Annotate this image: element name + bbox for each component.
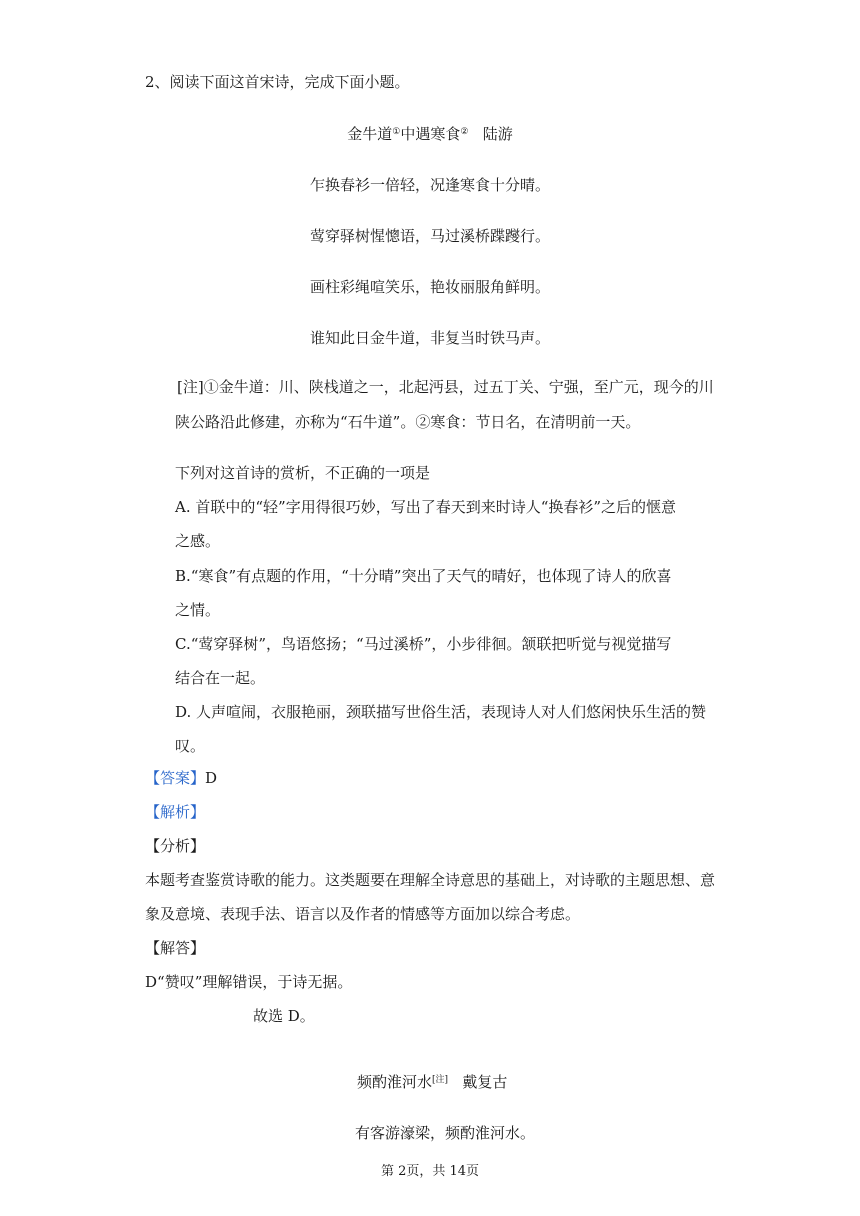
jieda-label: 【解答】: [145, 939, 206, 957]
option-b-line1: B.“寒食”有点题的作用，“十分晴”突出了天气的晴好，也体现了诗人的欣喜: [175, 567, 672, 585]
poem-line: 莺穿驿树惺憁语，马过溪桥蹀躞行。: [309, 227, 550, 245]
option-a-line1: A. 首联中的“轻”字用得很巧妙，写出了春天到来时诗人“换春衫”之后的惬意: [175, 498, 677, 516]
poem-title-part1: 金牛道: [347, 125, 393, 143]
poem-author: 陆游: [482, 125, 513, 143]
poem2-footnote-marker: [注]: [432, 1075, 449, 1085]
option-a-line2: 之感。: [175, 532, 221, 550]
poem-note-line2: 陕公路沿此修建，亦称为“石牛道”。②寒食：节日名，在清明前一天。: [175, 413, 641, 431]
question-prompt: 下列对这首诗的赏析，不正确的一项是: [175, 464, 431, 482]
footnote-marker-2: ②: [460, 127, 469, 137]
jieda-text: D“赞叹”理解错误，于诗无据。: [145, 973, 353, 991]
option-d-line1: D. 人声喧闹，衣服艳丽，颈联描写世俗生活，表现诗人对人们悠闲快乐生活的赞: [175, 703, 707, 721]
option-d-line2: 叹。: [175, 737, 206, 755]
question-intro: 2、阅读下面这首宋诗，完成下面小题。: [145, 73, 410, 91]
answer-value: D: [205, 769, 218, 787]
poem2-author: 戴复古: [462, 1073, 508, 1091]
poem-title: [0, 124, 860, 144]
page-footer: 第 2页，共 14页: [380, 1164, 480, 1179]
analysis-label: 【解析】: [145, 803, 206, 821]
fenxi-line2: 象及意境、表现手法、语言以及作者的情感等方面加以综合考虑。: [145, 905, 581, 923]
poem2-title: [357, 1072, 507, 1092]
option-b-line2: 之情。: [175, 601, 221, 619]
footnote-marker-1: ①: [392, 127, 401, 137]
fenxi-line1: 本题考查鉴赏诗歌的能力。这类题要在理解全诗意思的基础上，对诗歌的主题思想、意: [145, 871, 716, 889]
poem-note-line1: [注]①金牛道：川、陕栈道之一，北起沔县，过五丁关、宁强，至广元，现今的川: [177, 378, 714, 396]
answer-label: 【答案】: [145, 769, 206, 787]
poem2-line: 有客游濠梁，频酌淮河水。: [355, 1124, 536, 1142]
poem-line: 画柱彩绳喧笑乐，艳妆丽服角鲜明。: [309, 278, 550, 296]
poem-line: 谁知此日金牛道，非复当时铁马声。: [309, 329, 550, 347]
fenxi-label: 【分析】: [145, 837, 206, 855]
poem-line: 乍换春衫一倍轻，况逢寒食十分晴。: [309, 176, 550, 194]
conclusion: 故选 D。: [253, 1007, 315, 1025]
poem-title-part2: 中遇寒食: [400, 125, 461, 143]
poem2-title-text: 频酌淮河水: [357, 1073, 433, 1091]
option-c-line1: C.“莺穿驿树”，鸟语悠扬；“马过溪桥”，小步徘徊。颔联把听觉与视觉描写: [175, 635, 672, 653]
answer-row: [145, 768, 217, 788]
option-c-line2: 结合在一起。: [175, 669, 266, 687]
